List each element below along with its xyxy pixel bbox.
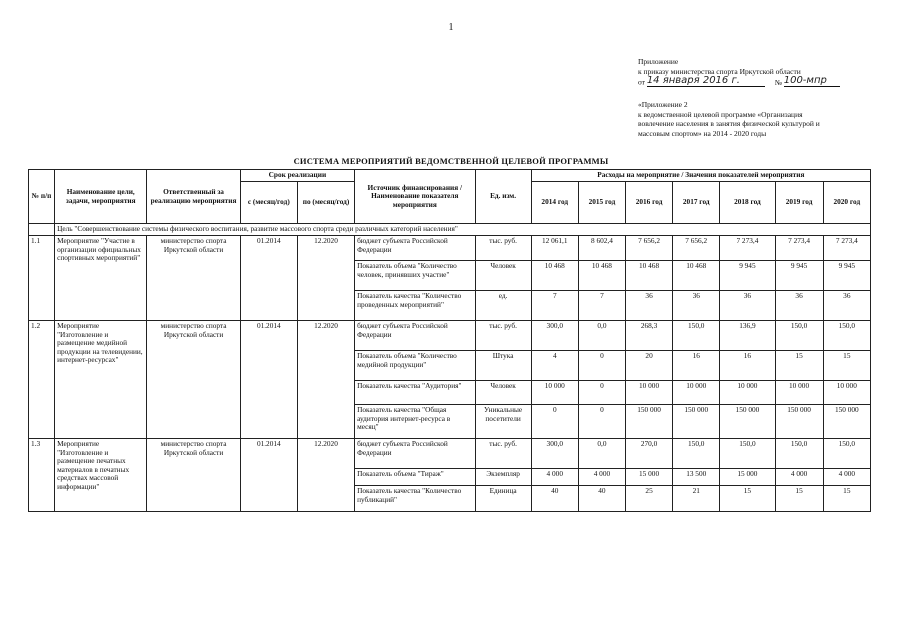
activity-to: 12.2020	[297, 439, 354, 512]
header-unit: Ед. изм.	[475, 170, 531, 224]
value-cell: 10 468	[673, 261, 720, 291]
value-cell: 8 602,4	[578, 236, 625, 261]
activity-from: 01.2014	[240, 321, 297, 439]
value-cell: 16	[673, 351, 720, 381]
value-cell: 40	[578, 486, 625, 512]
row-source: бюджет субъекта Российской Федерации	[355, 439, 475, 469]
row-unit: Экземпляр	[475, 469, 531, 486]
value-cell: 15	[823, 486, 870, 512]
row-source: Показатель качества "Количество публикаций"	[355, 486, 475, 512]
activity-from: 01.2014	[240, 236, 297, 321]
header-expenses: Расходы на мероприятие / Значения показателей мероприятия	[531, 170, 870, 182]
value-cell: 9 945	[823, 261, 870, 291]
value-cell: 7 273,4	[823, 236, 870, 261]
value-cell: 15	[775, 486, 823, 512]
value-cell: 9 945	[775, 261, 823, 291]
value-cell: 10 000	[775, 381, 823, 405]
value-cell: 10 000	[673, 381, 720, 405]
value-cell: 150,0	[823, 321, 870, 351]
value-cell: 150 000	[626, 405, 673, 439]
row-unit: Человек	[475, 381, 531, 405]
header-name: Наименование цели, задачи, мероприятия	[55, 170, 147, 224]
value-cell: 270,0	[626, 439, 673, 469]
value-cell: 15 000	[720, 469, 775, 486]
header-period: Срок реализации	[240, 170, 354, 182]
row-unit: Уникальные посетители	[475, 405, 531, 439]
row-unit: тыс. руб.	[475, 439, 531, 469]
value-cell: 7	[578, 291, 625, 321]
value-cell: 12 061,1	[531, 236, 578, 261]
appendix2-block	[638, 100, 900, 138]
value-cell: 150 000	[823, 405, 870, 439]
activity-num: 1.2	[29, 321, 55, 439]
header-year: 2016 год	[626, 182, 673, 224]
table-row	[29, 321, 871, 351]
page-number: 1	[448, 22, 454, 33]
value-cell: 150,0	[775, 321, 823, 351]
value-cell: 7 656,2	[673, 236, 720, 261]
value-cell: 150 000	[720, 405, 775, 439]
value-cell: 10 000	[720, 381, 775, 405]
value-cell: 36	[823, 291, 870, 321]
value-cell: 21	[673, 486, 720, 512]
value-cell: 4 000	[775, 469, 823, 486]
value-cell: 20	[626, 351, 673, 381]
row-source: Показатель качества "Общая аудитория интернет-ресурса в месяц"	[355, 405, 475, 439]
value-cell: 36	[720, 291, 775, 321]
header-year: 2014 год	[531, 182, 578, 224]
row-unit: Человек	[475, 261, 531, 291]
value-cell: 150 000	[775, 405, 823, 439]
value-cell: 136,9	[720, 321, 775, 351]
appendix-line2: к приказу министерства спорта Иркутской области	[638, 66, 801, 76]
header-year: 2020 год	[823, 182, 870, 224]
value-cell: 4	[531, 351, 578, 381]
row-unit: тыс. руб.	[475, 236, 531, 261]
header-num: № п/п	[29, 170, 55, 224]
value-cell: 150,0	[673, 321, 720, 351]
document-title: СИСТЕМА МЕРОПРИЯТИЙ ВЕДОМСТВЕННОЙ ЦЕЛЕВОЙ ПРОГРАММЫ	[293, 156, 609, 166]
header-source: Источник финансирования / Наименование показателя мероприятия	[355, 170, 475, 224]
value-cell: 7 273,4	[720, 236, 775, 261]
row-source: бюджет субъекта Российской Федерации	[355, 236, 475, 261]
value-cell: 7 273,4	[775, 236, 823, 261]
value-cell: 150,0	[673, 439, 720, 469]
appendix2-line2: к ведомственной целевой программе «Организация	[638, 109, 803, 119]
value-cell: 7 656,2	[626, 236, 673, 261]
activity-name: Мероприятие "Участие в организации официальных спортивных мероприятий"	[55, 236, 147, 321]
row-source: Показатель качества "Аудитория"	[355, 381, 475, 405]
value-cell: 15	[720, 486, 775, 512]
row-unit: ед.	[475, 291, 531, 321]
row-source: Показатель объема "Тираж"	[355, 469, 475, 486]
table-row	[29, 236, 871, 261]
value-cell: 0	[578, 405, 625, 439]
header-year: 2019 год	[775, 182, 823, 224]
value-cell: 0,0	[578, 439, 625, 469]
activity-to: 12.2020	[297, 321, 354, 439]
value-cell: 150,0	[823, 439, 870, 469]
appendix2-line1: «Приложение 2	[638, 100, 688, 109]
value-cell: 0	[578, 381, 625, 405]
value-cell: 36	[775, 291, 823, 321]
appendix-line1: Приложение	[638, 57, 679, 66]
header-from: с (месяц/год)	[240, 182, 297, 224]
handwritten-number: 100-мпр	[783, 75, 827, 86]
value-cell: 9 945	[720, 261, 775, 291]
value-cell: 10 468	[626, 261, 673, 291]
value-cell: 0	[531, 405, 578, 439]
header-to: по (месяц/год)	[297, 182, 354, 224]
activity-to: 12.2020	[297, 236, 354, 321]
row-source: бюджет субъекта Российской Федерации	[355, 321, 475, 351]
value-cell: 10 000	[823, 381, 870, 405]
value-cell: 36	[673, 291, 720, 321]
activity-num: 1.1	[29, 236, 55, 321]
value-cell: 150,0	[775, 439, 823, 469]
handwritten-date: 14 января 2016 г.	[646, 75, 740, 86]
row-unit: тыс. руб.	[475, 321, 531, 351]
header-year: 2018 год	[720, 182, 775, 224]
value-cell: 7	[531, 291, 578, 321]
value-cell: 15	[823, 351, 870, 381]
row-unit: Единица	[475, 486, 531, 512]
value-cell: 300,0	[531, 321, 578, 351]
value-cell: 268,3	[626, 321, 673, 351]
activity-name: Мероприятие "Изготовление и размещение печатных материалов в печатных средствах массовой информации"	[55, 439, 147, 512]
activity-responsible: министерство спорта Иркутской области	[147, 439, 240, 512]
appendix-date-line	[638, 76, 900, 87]
activities-table	[28, 169, 871, 512]
row-source: Показатель качества "Количество проведенных мероприятий"	[355, 291, 475, 321]
goal-num-cell	[29, 224, 55, 236]
value-cell: 300,0	[531, 439, 578, 469]
value-cell: 0,0	[578, 321, 625, 351]
value-cell: 150,0	[720, 439, 775, 469]
value-cell: 25	[626, 486, 673, 512]
value-cell: 13 500	[673, 469, 720, 486]
value-cell: 15 000	[626, 469, 673, 486]
value-cell: 10 468	[578, 261, 625, 291]
activity-responsible: министерство спорта Иркутской области	[147, 236, 240, 321]
value-cell: 10 000	[531, 381, 578, 405]
value-cell: 15	[775, 351, 823, 381]
value-cell: 4 000	[823, 469, 870, 486]
header-year: 2017 год	[673, 182, 720, 224]
activity-responsible: министерство спорта Иркутской области	[147, 321, 240, 439]
activity-from: 01.2014	[240, 439, 297, 512]
value-cell: 16	[720, 351, 775, 381]
value-cell: 40	[531, 486, 578, 512]
header-responsible: Ответственный за реализацию мероприятия	[147, 170, 240, 224]
activity-num: 1.3	[29, 439, 55, 512]
header-year: 2015 год	[578, 182, 625, 224]
row-unit: Штука	[475, 351, 531, 381]
from-label: от	[638, 77, 645, 87]
value-cell: 4 000	[578, 469, 625, 486]
activity-name: Мероприятие "Изготовление и размещение медийной продукции на телевидении, интернет-ресурсах"	[55, 321, 147, 439]
number-label: №	[774, 77, 782, 87]
row-source: Показатель объема "Количество медийной продукции"	[355, 351, 475, 381]
value-cell: 4 000	[531, 469, 578, 486]
value-cell: 10 000	[626, 381, 673, 405]
value-cell: 10 468	[531, 261, 578, 291]
value-cell: 36	[626, 291, 673, 321]
row-source: Показатель объема "Количество человек, принявших участие"	[355, 261, 475, 291]
appendix2-line3: вовлечение населения в занятия физической культурой и	[638, 119, 820, 128]
appendix-block	[638, 57, 900, 87]
appendix2-line4: массовым спортом» на 2014 - 2020 годы	[638, 128, 767, 138]
goal-row: Цель "Совершенствование системы физического воспитания, развитие массового спорта среди различных категорий населения"	[55, 224, 871, 236]
value-cell: 0	[578, 351, 625, 381]
value-cell: 150 000	[673, 405, 720, 439]
table-row	[29, 439, 871, 469]
